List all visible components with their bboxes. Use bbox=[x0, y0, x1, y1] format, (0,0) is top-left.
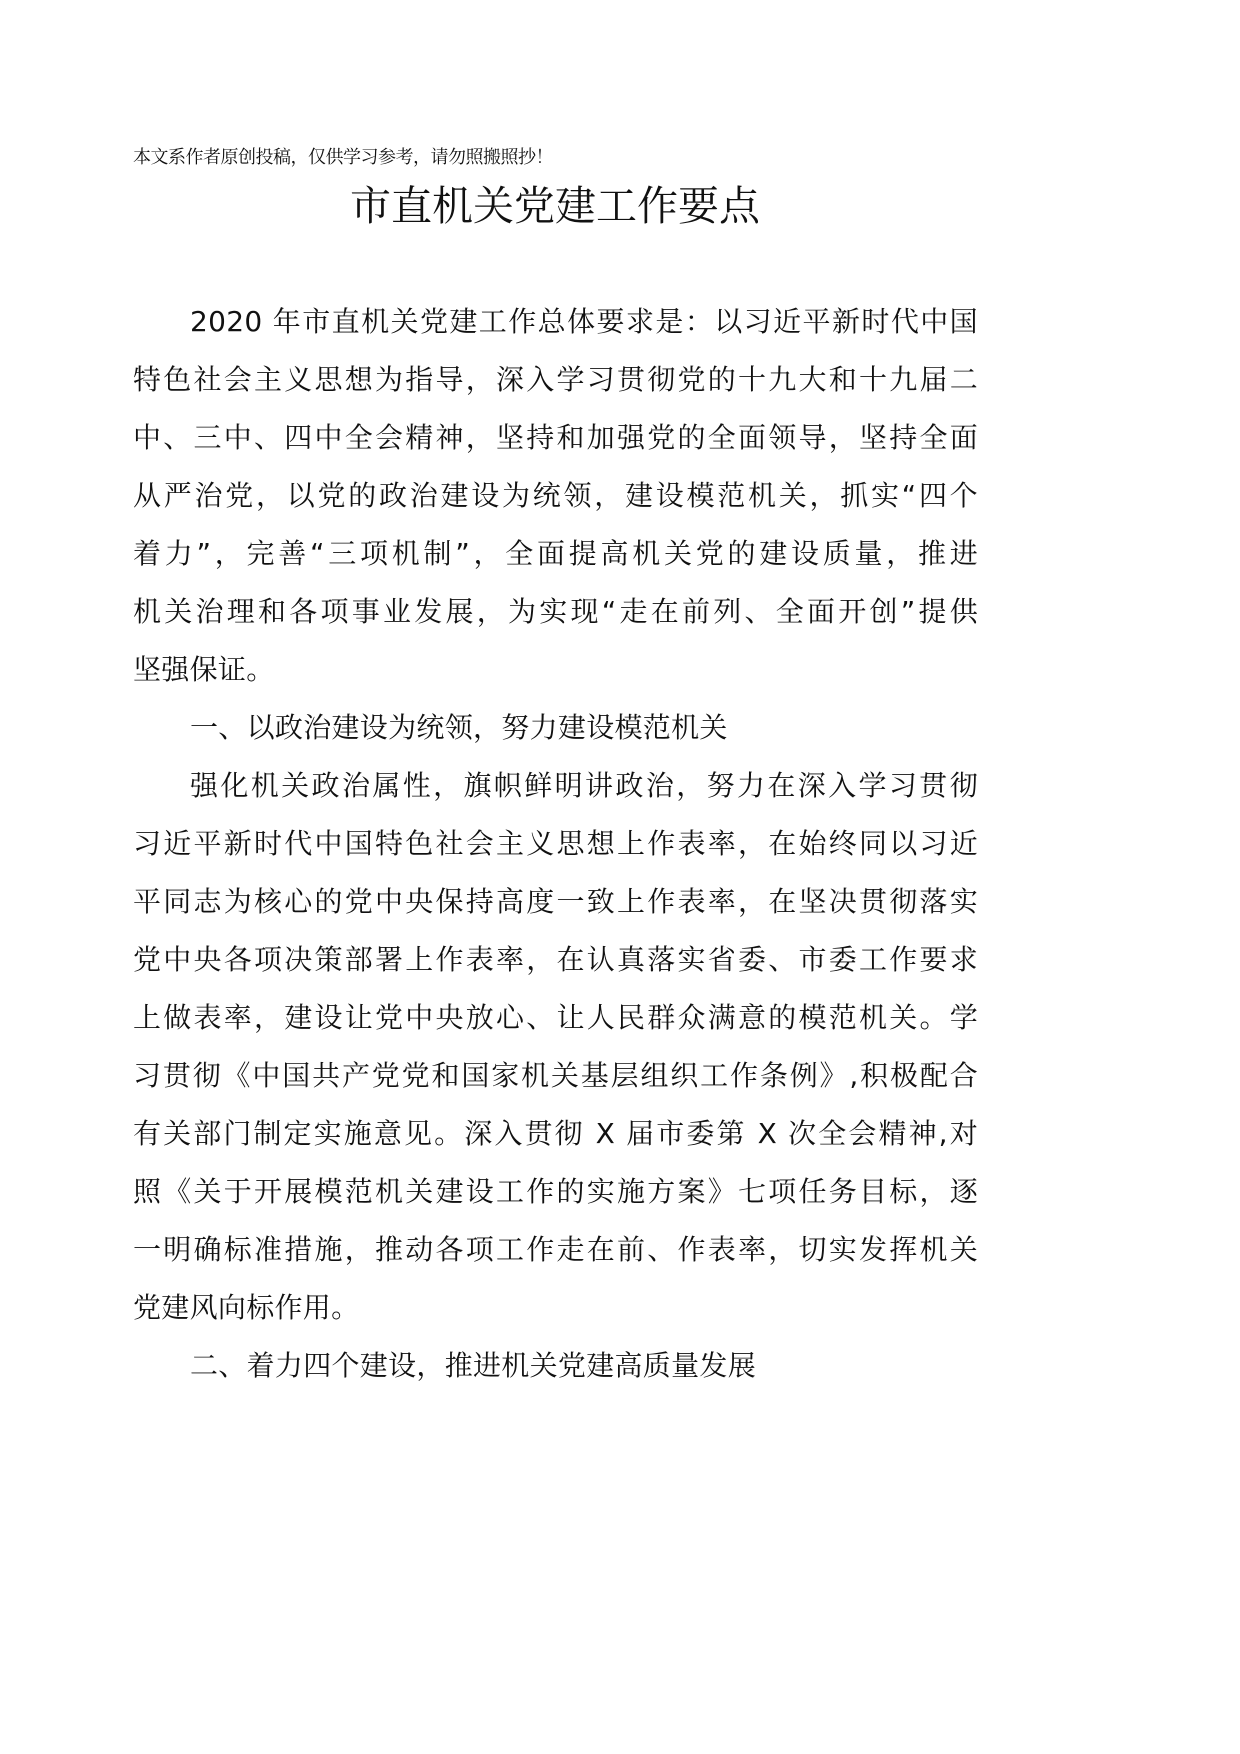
paragraph-line: 上做表率，建设让党中央放心、让人民群众满意的模范机关。学 bbox=[133, 1001, 978, 1034]
section-heading-2: 二、着力四个建设，推进机关党建高质量发展 bbox=[190, 1349, 757, 1382]
paragraph-line: 机关治理和各项事业发展，为实现“走在前列、全面开创”提供 bbox=[133, 595, 978, 628]
paragraph-line: 中、三中、四中全会精神，坚持和加强党的全面领导，坚持全面 bbox=[133, 421, 978, 454]
document-title: 市直机关党建工作要点 bbox=[350, 182, 760, 230]
copyright-notice: 本文系作者原创投稿，仅供学习参考，请勿照搬照抄！ bbox=[133, 147, 553, 168]
paragraph-line: 习贯彻《中国共产党党和国家机关基层组织工作条例》,积极配合 bbox=[133, 1059, 978, 1092]
paragraph-line: 2020 年市直机关党建工作总体要求是：以习近平新时代中国 bbox=[190, 305, 978, 338]
paragraph-line: 一明确标准措施，推动各项工作走在前、作表率，切实发挥机关 bbox=[133, 1233, 978, 1266]
paragraph-line: 平同志为核心的党中央保持高度一致上作表率，在坚决贯彻落实 bbox=[133, 885, 978, 918]
paragraph-line: 强化机关政治属性，旗帜鲜明讲政治，努力在深入学习贯彻 bbox=[190, 769, 978, 802]
paragraph-line: 党建风向标作用。 bbox=[133, 1291, 360, 1324]
section-heading-1: 一、以政治建设为统领，努力建设模范机关 bbox=[190, 711, 728, 744]
paragraph-line: 坚强保证。 bbox=[133, 653, 275, 686]
paragraph-line: 特色社会主义思想为指导，深入学习贯彻党的十九大和十九届二 bbox=[133, 363, 978, 396]
paragraph-line: 从严治党，以党的政治建设为统领，建设模范机关，抓实“四个 bbox=[133, 479, 978, 512]
paragraph-line: 照《关于开展模范机关建设工作的实施方案》七项任务目标，逐 bbox=[133, 1175, 978, 1208]
paragraph-line: 习近平新时代中国特色社会主义思想上作表率，在始终同以习近 bbox=[133, 827, 978, 860]
paragraph-line: 有关部门制定实施意见。深入贯彻 X 届市委第 X 次全会精神,对 bbox=[133, 1117, 978, 1150]
paragraph-line: 着力”，完善“三项机制”，全面提高机关党的建设质量，推进 bbox=[133, 537, 978, 570]
paragraph-line: 党中央各项决策部署上作表率，在认真落实省委、市委工作要求 bbox=[133, 943, 978, 976]
